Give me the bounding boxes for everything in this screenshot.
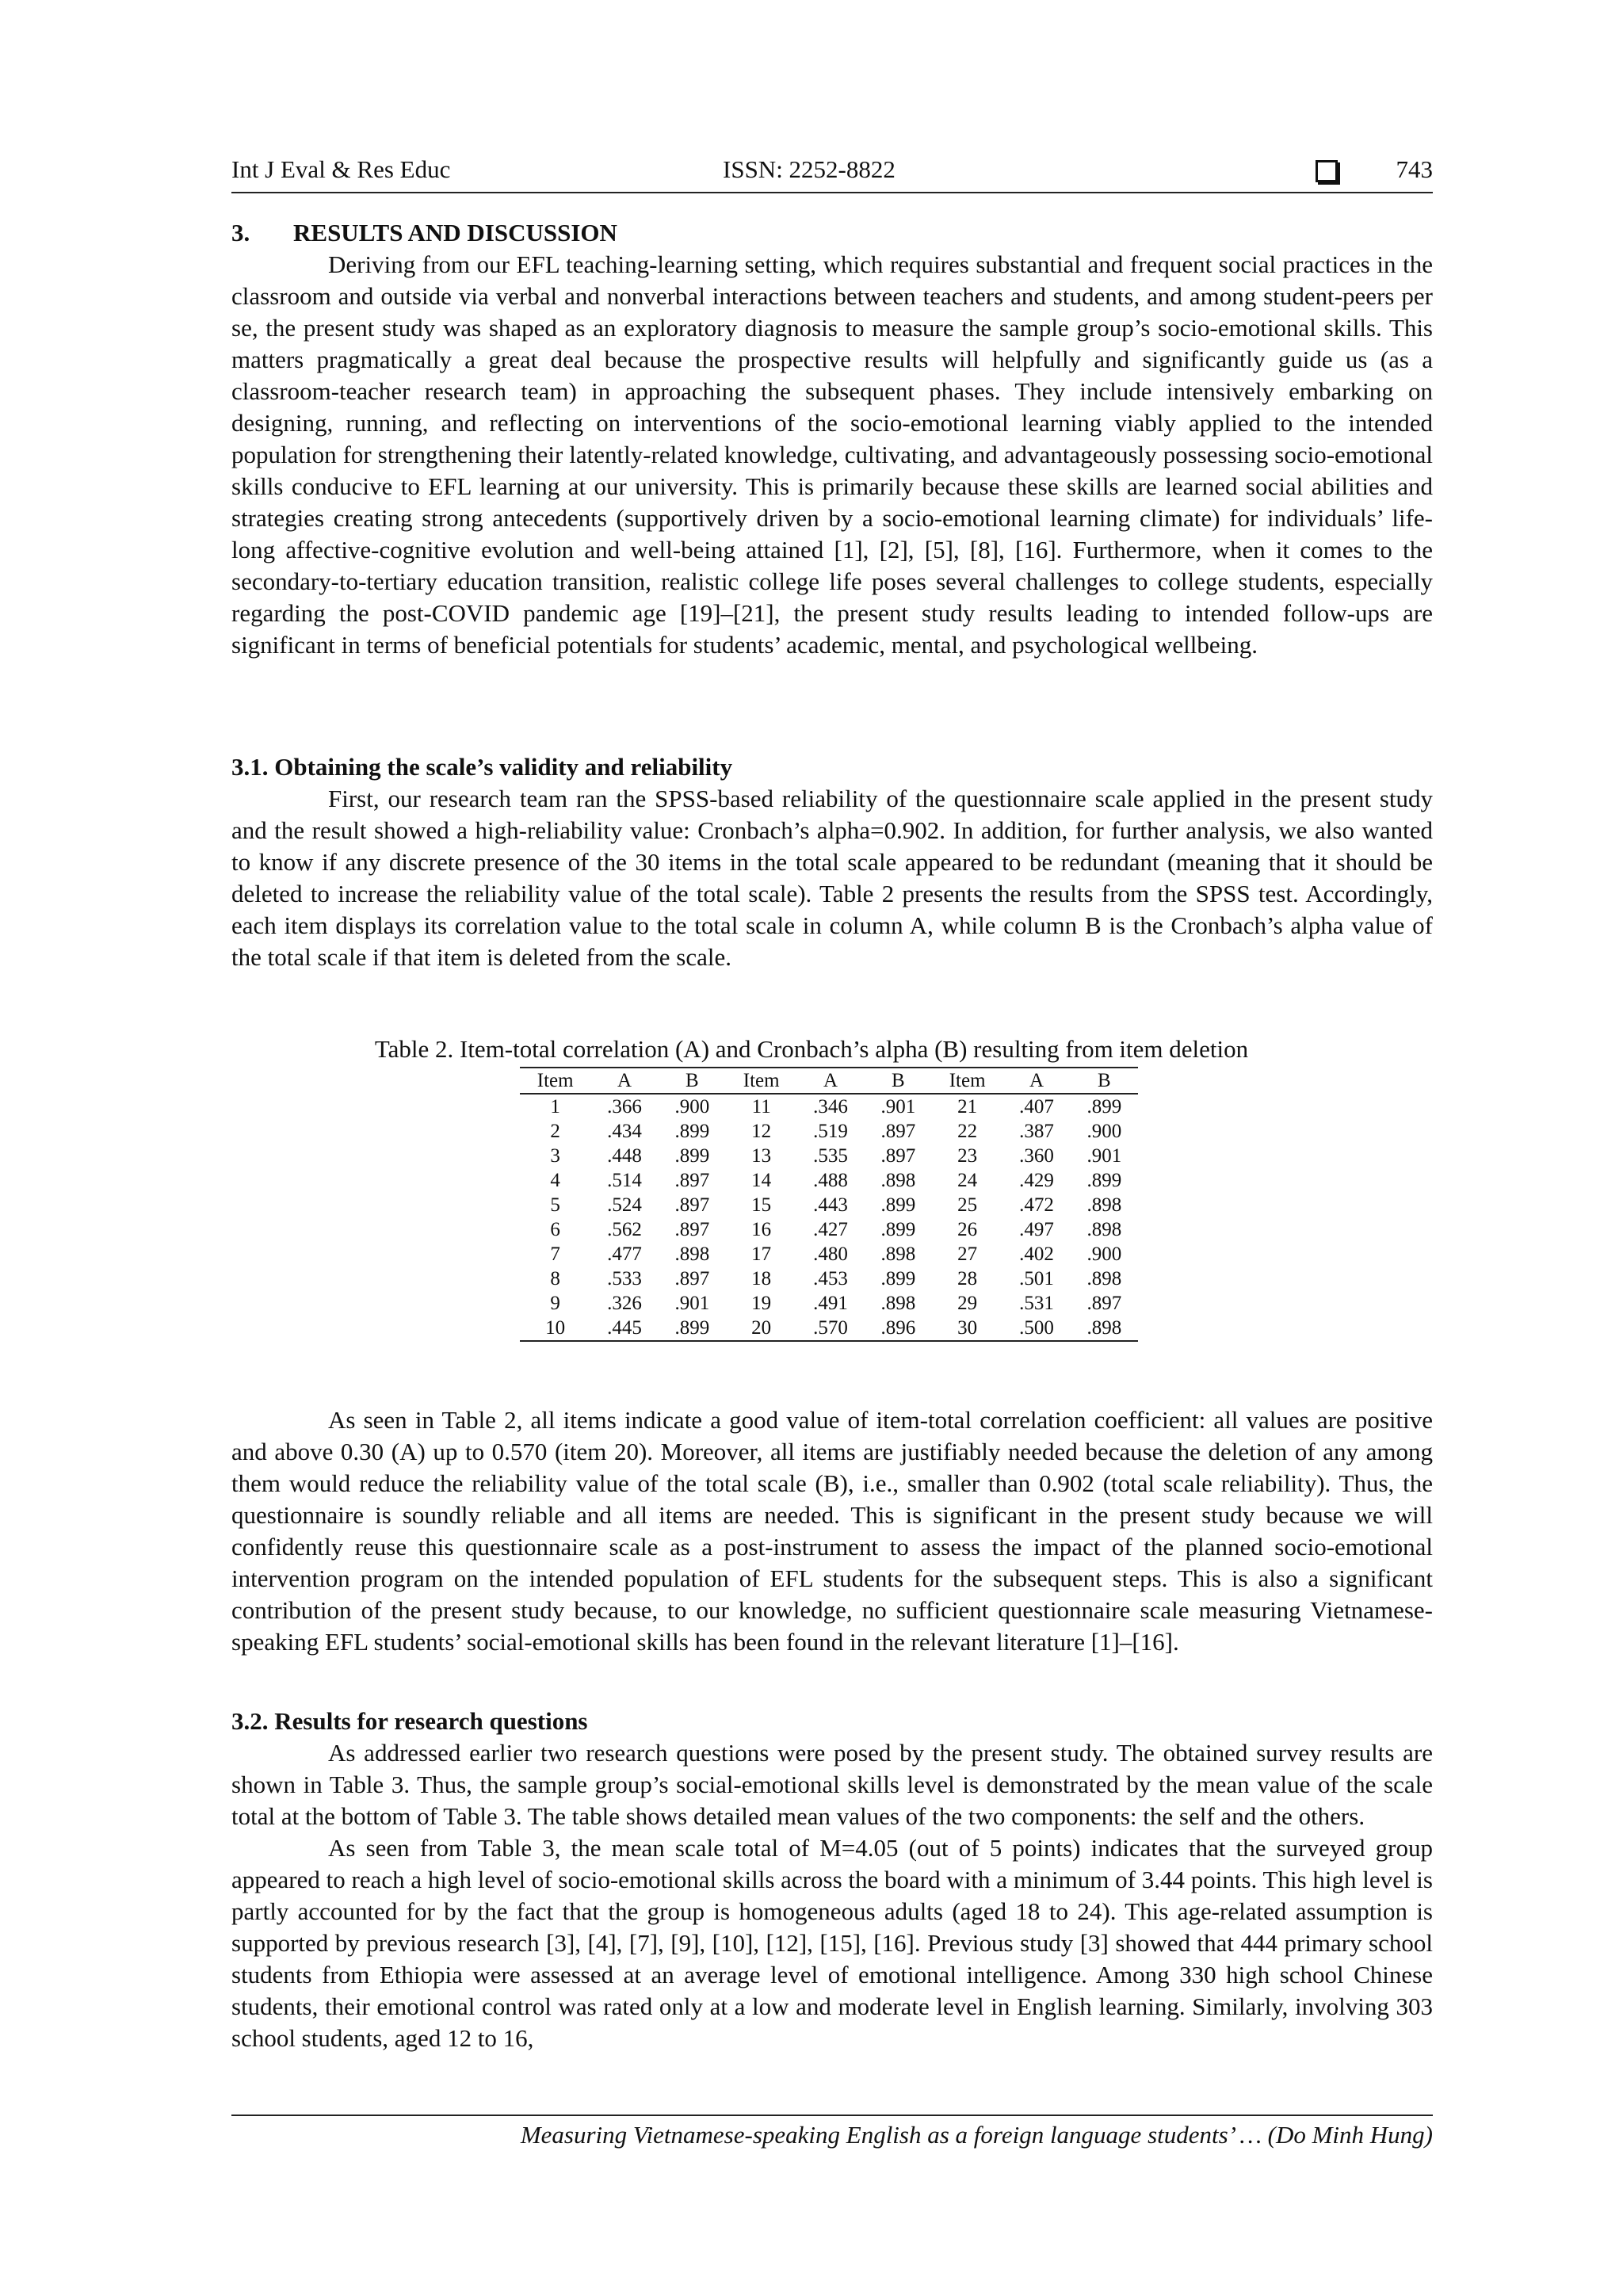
table-cell: .897 <box>674 1194 710 1216</box>
table-cell: .898 <box>1086 1219 1122 1240</box>
section-3-1-paragraph-2: As seen in Table 2, all items indicate a good value of item-total correlation coefficient: all values are positive and above 0.30 (A) up to 0.570 (item 20). Moreover, all items are justifiably needed because the deletion of any among them would reduce the reliability value of the total scale (B), i.e., smaller than 0.902 (total scale reliability). Thus, the questionnaire is soundly reliable and all items are needed. This is significant in the present study because we will confidently reuse this questionnaire scale as a post-instrument to assess the impact of the planned socio-emotional intervention program on the intended population of EFL students for the subsequent steps. This is also a significant contribution of the present study because, to our knowledge, no sufficient questionnaire scale measuring Vietnamese-speaking EFL students’ social-emotional skills has been found in the relevant literature [1]–[16]. <box>231 1406 1433 1656</box>
table-cell: .524 <box>607 1194 642 1216</box>
column-header: A <box>796 1068 864 1094</box>
table-row <box>520 1242 1138 1266</box>
table-cell: 24 <box>957 1170 978 1191</box>
column-header: Item <box>932 1068 1002 1094</box>
table-cell: .897 <box>880 1145 916 1167</box>
table-cell: .407 <box>1019 1096 1054 1117</box>
table-cell: .899 <box>880 1268 916 1289</box>
table-row <box>520 1094 1138 1119</box>
table-cell: .899 <box>674 1145 710 1167</box>
table-cell: 11 <box>751 1096 771 1117</box>
table-cell: .897 <box>674 1219 710 1240</box>
table-cell: 16 <box>751 1219 772 1240</box>
table-cell: .901 <box>1086 1145 1122 1167</box>
table-cell: .899 <box>880 1194 916 1216</box>
table-cell: .501 <box>1019 1268 1054 1289</box>
table-cell: .570 <box>796 1316 864 1341</box>
table-cell: 7 <box>550 1244 560 1265</box>
table-cell: 18 <box>751 1268 772 1289</box>
column-header: B <box>659 1068 726 1094</box>
column-header: Item <box>520 1068 590 1094</box>
table-cell: .899 <box>674 1121 710 1142</box>
table-cell: .453 <box>813 1268 848 1289</box>
column-header: A <box>590 1068 658 1094</box>
section-3-1-body-1 <box>231 783 1433 973</box>
table-cell: 13 <box>751 1145 772 1167</box>
table-cell: .480 <box>813 1244 848 1265</box>
table-cell: 17 <box>751 1244 772 1265</box>
issn: ISSN: 2252-8822 <box>723 155 896 183</box>
table-cell: .497 <box>1019 1219 1054 1240</box>
section-3-2-paragraph-1: As addressed earlier two research questions were posed by the present study. The obtained survey results are shown in Table 3. Thus, the sample group’s social-emotional skills level is demonstrated by the mean value of the scale total at the bottom of Table 3. The table shows detailed mean values of the two components: the self and the others. <box>231 1739 1433 1830</box>
table-cell: .900 <box>1086 1244 1122 1265</box>
column-header: B <box>865 1068 932 1094</box>
table-cell: 8 <box>550 1268 560 1289</box>
table-cell: .897 <box>674 1268 710 1289</box>
table-cell: .360 <box>1019 1145 1054 1167</box>
column-header: Item <box>726 1068 796 1094</box>
table-cell: .491 <box>813 1293 848 1314</box>
table-cell: .897 <box>880 1121 916 1142</box>
table-2-caption: Table 2. Item-total correlation (A) and Cronbach’s alpha (B) resulting from item deletion <box>374 1035 1249 1063</box>
section-3-paragraph: Deriving from our EFL teaching-learning setting, which requires substantial and frequent social practices in the classroom and outside via verbal and nonverbal interactions between teachers and students, and among student-peers per se, the present study was shaped as an exploratory diagnosis to measure the sample group’s socio-emotional skills. This matters pragmatically a great deal because the prospective results will helpfully and significantly guide us (as a classroom-teacher research team) in approaching the subsequent phases. They include intensively embarking on designing, running, and reflecting on interventions of the socio-emotional learning viably applied to the intended population for strengthening their latently-related knowledge, cultivating, and advantageously possessing socio-emotional skills conducive to EFL learning at our university. This is primarily because these skills are learned social abilities and strategies creating strong antecedents (supportively driven by a socio-emotional learning climate) for individuals’ life-long affective-cognitive evolution and well-being attained [1], [2], [5], [8], [16]. Furthermore, when it comes to the secondary-to-tertiary education transition, realistic college life poses several challenges to college students, especially regarding the post-COVID pandemic age [19]–[21], the present study results leading to intended follow-ups are significant in terms of beneficial potentials for students’ academic, mental, and psychological wellbeing. <box>231 250 1433 659</box>
column-header: B <box>1071 1068 1138 1094</box>
table-cell: 14 <box>751 1170 772 1191</box>
section-3-1-heading: 3.1. Obtaining the scale’s validity and reliability <box>231 753 733 781</box>
column-header: A <box>1002 1068 1070 1094</box>
table-header-row <box>520 1068 1138 1094</box>
table-cell: 2 <box>550 1121 560 1142</box>
table-cell: 4 <box>550 1170 560 1191</box>
table-cell: 20 <box>726 1316 796 1341</box>
table-row <box>520 1193 1138 1217</box>
table-cell: .387 <box>1019 1121 1054 1142</box>
table-cell: .898 <box>1071 1316 1138 1341</box>
table-cell: 23 <box>957 1145 978 1167</box>
table-cell: 29 <box>957 1293 978 1314</box>
table-cell: .443 <box>813 1194 848 1216</box>
table-cell: .897 <box>674 1170 710 1191</box>
section-3-heading <box>231 217 617 249</box>
table-cell: 1 <box>550 1096 560 1117</box>
table-cell: .897 <box>1086 1293 1122 1314</box>
table-row <box>520 1316 1138 1341</box>
table-cell: 6 <box>550 1219 560 1240</box>
table-cell: .434 <box>607 1121 642 1142</box>
section-3-2-body <box>231 1737 1433 2054</box>
table-cell: 25 <box>957 1194 978 1216</box>
section-3-number: 3. <box>231 219 250 246</box>
table-cell: 3 <box>550 1145 560 1167</box>
table-cell: .500 <box>1002 1316 1070 1341</box>
footer-divider <box>231 2115 1433 2116</box>
page-number: 743 <box>1396 155 1433 183</box>
table-cell: .899 <box>1086 1096 1122 1117</box>
table-cell: 9 <box>550 1293 560 1314</box>
table-cell: .898 <box>880 1293 916 1314</box>
table-row <box>520 1168 1138 1193</box>
table-cell: .535 <box>813 1145 848 1167</box>
table-row <box>520 1291 1138 1316</box>
table-cell: .366 <box>607 1096 642 1117</box>
table-cell: 15 <box>751 1194 772 1216</box>
table-cell: .326 <box>607 1293 642 1314</box>
section-3-body <box>231 249 1433 661</box>
table-cell: .472 <box>1019 1194 1054 1216</box>
table-cell: 22 <box>957 1121 978 1142</box>
table-cell: 27 <box>957 1244 978 1265</box>
table-cell: .519 <box>813 1121 848 1142</box>
table-cell: .901 <box>674 1293 710 1314</box>
page-header <box>231 155 1433 193</box>
table-row <box>520 1217 1138 1242</box>
table-cell: .402 <box>1019 1244 1054 1265</box>
table-cell: .477 <box>607 1244 642 1265</box>
table-cell: .346 <box>813 1096 848 1117</box>
table-cell: 10 <box>520 1316 590 1341</box>
table-cell: 28 <box>957 1268 978 1289</box>
table-cell: .531 <box>1019 1293 1054 1314</box>
table-cell: .900 <box>1086 1121 1122 1142</box>
table-cell: .898 <box>1086 1268 1122 1289</box>
table-cell: 5 <box>550 1194 560 1216</box>
table-cell: .899 <box>880 1219 916 1240</box>
table-cell: .899 <box>1086 1170 1122 1191</box>
table-cell: .562 <box>607 1219 642 1240</box>
section-3-1-body-2 <box>231 1404 1433 1658</box>
section-3-1-paragraph-1: First, our research team ran the SPSS-based reliability of the questionnaire scale applied in the present study and the result showed a high-reliability value: Cronbach’s alpha=0.902. In addition, for further analysis, we also wanted to know if any discrete presence of the 30 items in the total scale appeared to be redundant (meaning that it should be deleted to increase the reliability value of the total scale). Table 2 presents the results from the SPSS test. Accordingly, each item displays its correlation value to the total scale in column A, while column B is the Cronbach’s alpha value of the total scale if that item is deleted from the scale. <box>231 785 1433 971</box>
table-cell: .898 <box>880 1244 916 1265</box>
table-cell: .488 <box>813 1170 848 1191</box>
table-cell: .445 <box>590 1316 658 1341</box>
table-cell: .898 <box>1086 1194 1122 1216</box>
table-row <box>520 1119 1138 1144</box>
table-cell: .429 <box>1019 1170 1054 1191</box>
table-cell: .899 <box>659 1316 726 1341</box>
table-cell: 21 <box>957 1096 978 1117</box>
section-3-2-heading: 3.2. Results for research questions <box>231 1707 588 1735</box>
section-3-title: RESULTS AND DISCUSSION <box>293 219 617 246</box>
table-cell: .533 <box>607 1268 642 1289</box>
table-2-body <box>520 1094 1138 1341</box>
table-cell: .427 <box>813 1219 848 1240</box>
table-cell: 26 <box>957 1219 978 1240</box>
table-2 <box>520 1067 1138 1342</box>
table-cell: .448 <box>607 1145 642 1167</box>
table-cell: .898 <box>880 1170 916 1191</box>
table-cell: 19 <box>751 1293 772 1314</box>
table-row <box>520 1144 1138 1168</box>
checkbox-square-icon <box>1316 160 1338 182</box>
table-cell: .514 <box>607 1170 642 1191</box>
table-cell: 30 <box>932 1316 1002 1341</box>
table-cell: 12 <box>751 1121 772 1142</box>
table-row <box>520 1266 1138 1291</box>
table-cell: .901 <box>880 1096 916 1117</box>
running-title: Measuring Vietnamese-speaking English as a foreign language students’ … (Do Minh Hung) <box>520 2121 1433 2149</box>
table-cell: .898 <box>674 1244 710 1265</box>
table-cell: .896 <box>865 1316 932 1341</box>
section-3-2-paragraph-2: As seen from Table 3, the mean scale total of M=4.05 (out of 5 points) indicates that the surveyed group appeared to reach a high level of socio-emotional skills across the board with a minimum of 3.44 points. This high level is partly accounted for by the fact that the group is homogeneous adults (aged 18 to 24). This age-related assumption is supported by previous research [3], [4], [7], [9], [10], [12], [15], [16]. Previous study [3] showed that 444 primary school students from Ethiopia were assessed at an average level of emotional intelligence. Among 330 high school Chinese students, their emotional control was rated only at a low and moderate level in English learning. Similarly, involving 303 school students, aged 12 to 16, <box>231 1834 1433 2052</box>
journal-name: Int J Eval & Res Educ <box>231 155 451 183</box>
table-cell: .900 <box>674 1096 710 1117</box>
